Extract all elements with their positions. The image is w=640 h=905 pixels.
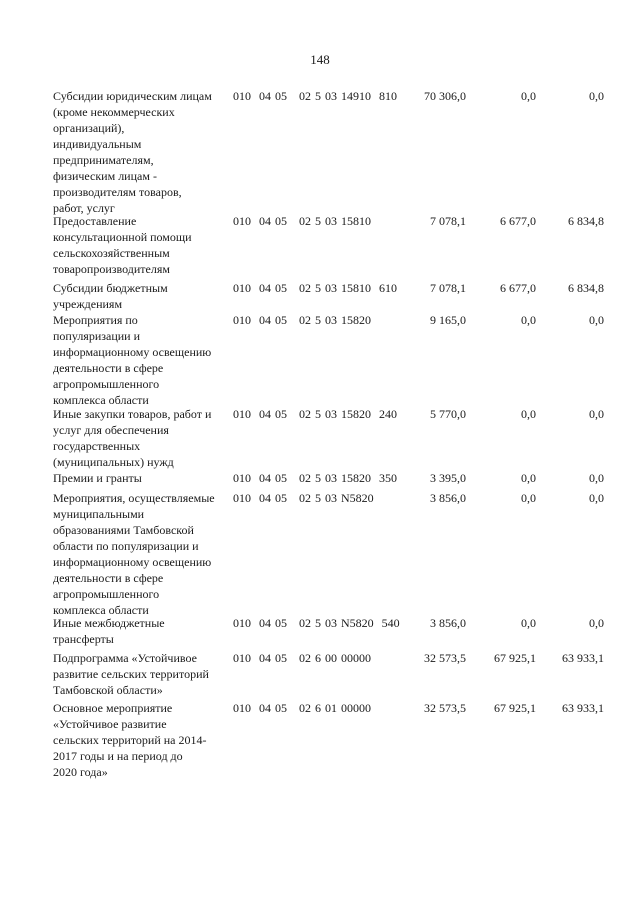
row-value-2: 0,0: [521, 407, 536, 421]
row-value-2: 6 677,0: [500, 214, 536, 228]
row-value-3: 0,0: [589, 616, 604, 630]
row-value-3: 6 834,8: [568, 214, 604, 228]
row-value-1: 32 573,5: [424, 701, 466, 715]
row-code: 010 04 05 02 5 03 N5820: [233, 491, 374, 505]
row-name: Премии и гранты: [53, 471, 142, 485]
row-name: Основное мероприятие «Устойчивое развитие сельских территорий на 2014- 2017 годы и на период до 2020 года»: [53, 701, 207, 779]
row-value-3: 0,0: [589, 89, 604, 103]
row-value-2: 0,0: [521, 471, 536, 485]
row-value-1: 3 856,0: [430, 616, 466, 630]
row-code: 010 04 05 02 5 03 15810 610: [233, 281, 397, 295]
row-name: Иные межбюджетные трансферты: [53, 616, 165, 646]
row-value-2: 0,0: [521, 89, 536, 103]
row-value-3: 0,0: [589, 491, 604, 505]
row-value-1: 5 770,0: [430, 407, 466, 421]
row-code: 010 04 05 02 5 03 14910 810: [233, 89, 397, 103]
row-value-3: 6 834,8: [568, 281, 604, 295]
row-value-2: 6 677,0: [500, 281, 536, 295]
row-code: 010 04 05 02 6 00 00000: [233, 651, 371, 665]
row-name: Предоставление консультационной помощи сельскохозяйственным товаропроизводителям: [53, 214, 192, 276]
row-value-2: 0,0: [521, 491, 536, 505]
row-value-1: 9 165,0: [430, 313, 466, 327]
row-value-1: 3 856,0: [430, 491, 466, 505]
row-value-1: 3 395,0: [430, 471, 466, 485]
row-value-3: 0,0: [589, 313, 604, 327]
row-value-3: 0,0: [589, 407, 604, 421]
row-code: 010 04 05 02 5 03 15820 240: [233, 407, 397, 421]
row-name: Субсидии бюджетным учреждениям: [53, 281, 168, 311]
row-name: Субсидии юридическим лицам (кроме некоммерческих организаций), индивидуальным предпринимателям, физическим лицам - производителям товаров, работ, услуг: [53, 89, 212, 215]
row-value-3: 0,0: [589, 471, 604, 485]
row-value-1: 70 306,0: [424, 89, 466, 103]
row-code: 010 04 05 02 5 03 N5820 540: [233, 616, 400, 630]
row-value-2: 67 925,1: [494, 701, 536, 715]
row-code: 010 04 05 02 5 03 15820 350: [233, 471, 397, 485]
row-value-2: 67 925,1: [494, 651, 536, 665]
row-name: Мероприятия, осуществляемые муниципальными образованиями Тамбовской области по популяризации и информационному освещению деятельности в сфере агропромышленного комплекса области: [53, 491, 215, 617]
row-value-3: 63 933,1: [562, 651, 604, 665]
row-value-1: 7 078,1: [430, 214, 466, 228]
row-name: Иные закупки товаров, работ и услуг для обеспечения государственных (муниципальных) нужд: [53, 407, 212, 469]
row-name: Подпрограмма «Устойчивое развитие сельских территорий Тамбовской области»: [53, 651, 209, 697]
row-value-2: 0,0: [521, 313, 536, 327]
row-code: 010 04 05 02 5 03 15810: [233, 214, 371, 228]
row-value-1: 32 573,5: [424, 651, 466, 665]
page-number: 148: [310, 52, 330, 67]
row-code: 010 04 05 02 6 01 00000: [233, 701, 371, 715]
row-value-3: 63 933,1: [562, 701, 604, 715]
row-value-2: 0,0: [521, 616, 536, 630]
row-code: 010 04 05 02 5 03 15820: [233, 313, 371, 327]
row-value-1: 7 078,1: [430, 281, 466, 295]
row-name: Мероприятия по популяризации и информационному освещению деятельности в сфере агропромышленного комплекса области: [53, 313, 212, 407]
